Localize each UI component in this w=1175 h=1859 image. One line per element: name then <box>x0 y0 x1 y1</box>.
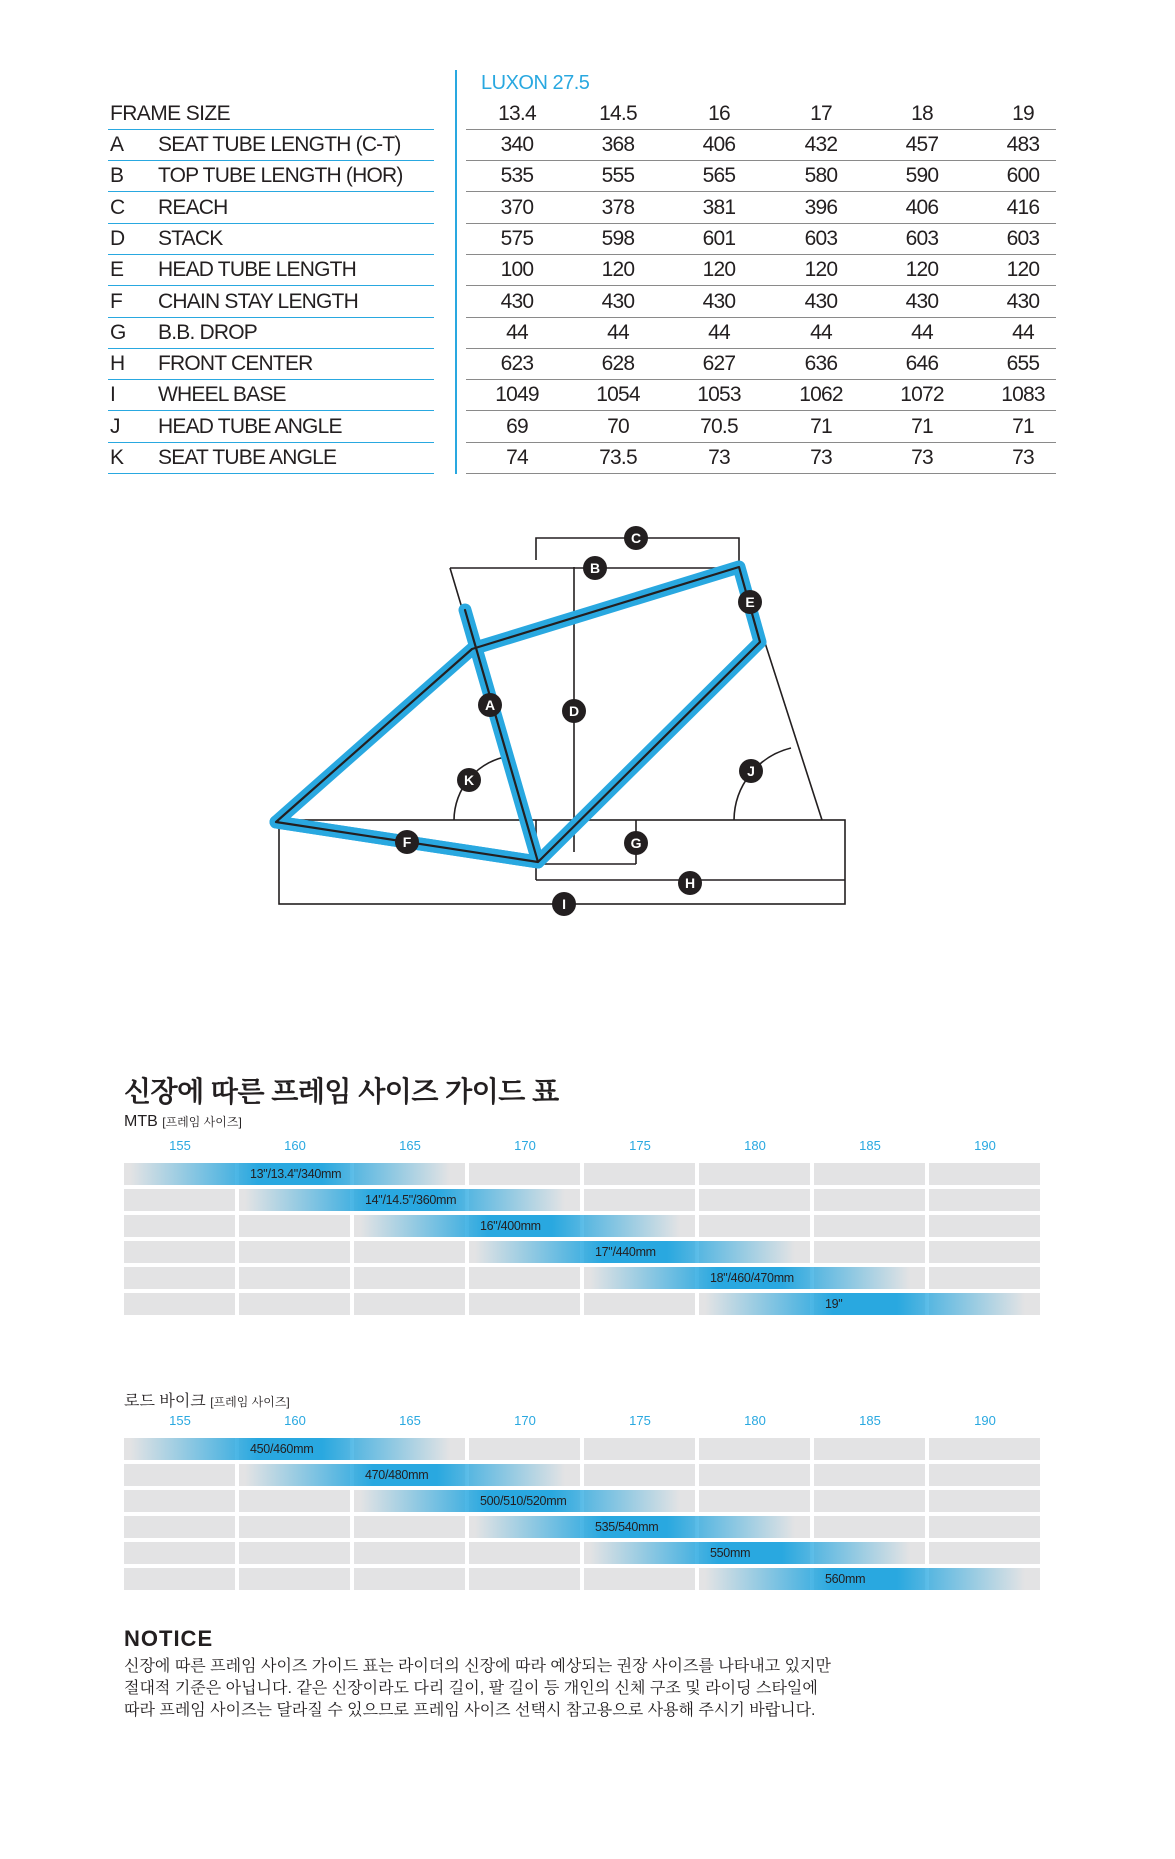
size-range-bar <box>360 1215 680 1237</box>
grid-cell <box>699 1215 810 1237</box>
size-range-label: 17"/440mm <box>595 1245 656 1259</box>
geometry-table <box>0 0 1175 480</box>
grid-cell <box>469 1267 580 1289</box>
grid-cell <box>699 1163 810 1185</box>
grid-cell <box>354 1267 465 1289</box>
size-header: 19 <box>1012 102 1034 125</box>
table-cell: 590 <box>905 164 939 188</box>
table-cell: 655 <box>1006 352 1040 376</box>
table-cell: 430 <box>804 289 838 313</box>
table-row-label <box>108 411 434 443</box>
row-label: STACK <box>158 226 223 250</box>
table-cell: 406 <box>702 133 736 156</box>
row-label: TOP TUBE LENGTH (HOR) <box>158 164 403 188</box>
table-cell: 1083 <box>1001 383 1045 407</box>
table-cell: 601 <box>702 226 736 250</box>
table-cell: 603 <box>804 226 838 250</box>
row-code: J <box>110 414 120 438</box>
grid-cell <box>929 1241 1040 1263</box>
svg-text:G: G <box>630 835 642 851</box>
table-cell: 646 <box>905 352 939 376</box>
row-code: A <box>110 133 124 156</box>
grid-cell <box>929 1542 1040 1564</box>
grid-cell <box>239 1241 350 1263</box>
grid-cell <box>699 1438 810 1460</box>
size-range-bar <box>245 1189 565 1211</box>
table-cell: 430 <box>500 289 534 313</box>
marker-a <box>478 693 502 717</box>
notice-line: 절대적 기준은 아닙니다. 같은 신장이라도 다리 길이, 팔 길이 등 개인의 신체 구조 및 라이딩 스타일에 <box>124 1680 818 1697</box>
grid-cell <box>584 1438 695 1460</box>
marker-k <box>457 768 481 792</box>
size-range-bar <box>705 1568 1025 1590</box>
grid-cell <box>354 1293 465 1315</box>
height-label: 155 <box>169 1413 191 1428</box>
notice-title: NOTICE <box>124 1626 214 1651</box>
frame-geometry-diagram <box>0 500 1175 950</box>
table-cell: 44 <box>911 320 933 344</box>
table-row-label <box>108 192 434 224</box>
size-guide-title: 신장에 따른 프레임 사이즈 가이드 표 <box>124 1076 559 1107</box>
height-label: 160 <box>284 1138 306 1153</box>
seat-and-chain-tube <box>276 610 538 862</box>
table-cell: 623 <box>500 352 534 376</box>
grid-cell <box>469 1163 580 1185</box>
table-cell: 600 <box>1006 164 1040 188</box>
table-row <box>466 286 1056 318</box>
table-cell: 368 <box>601 133 635 156</box>
table-row <box>466 317 1056 349</box>
table-cell: 73 <box>1012 446 1034 469</box>
size-range-bar <box>130 1438 450 1460</box>
grid-cell <box>584 1293 695 1315</box>
svg-text:B: B <box>589 560 601 576</box>
table-cell: 120 <box>702 258 736 282</box>
grid-cell <box>584 1464 695 1486</box>
row-label: CHAIN STAY LENGTH <box>158 289 358 313</box>
height-label: 170 <box>514 1138 536 1153</box>
grid-cell <box>929 1215 1040 1237</box>
grid-cell <box>354 1542 465 1564</box>
grid-cell <box>929 1490 1040 1512</box>
notice-text <box>124 1656 984 1722</box>
table-cell: 70 <box>607 414 629 438</box>
height-label: 170 <box>514 1413 536 1428</box>
table-cell: 71 <box>810 414 832 438</box>
table-cell: 1062 <box>799 383 843 407</box>
row-label: FRONT CENTER <box>158 352 313 376</box>
grid-cell <box>239 1516 350 1538</box>
table-cell: 71 <box>911 414 933 438</box>
road-label: 로드 바이크 <box>124 1393 206 1410</box>
table-cell: 430 <box>702 289 736 313</box>
table-row <box>466 442 1056 474</box>
table-cell: 432 <box>804 133 838 156</box>
table-cell: 120 <box>905 258 939 282</box>
geometry-lines <box>279 538 845 904</box>
mtb-label: MTB <box>124 1113 158 1130</box>
size-range-bar <box>360 1490 680 1512</box>
grid-cell <box>814 1215 925 1237</box>
grid-cell <box>814 1163 925 1185</box>
table-cell: 120 <box>601 258 635 282</box>
table-row-label <box>108 379 434 411</box>
table-cell: 70.5 <box>700 414 738 438</box>
grid-cell <box>354 1516 465 1538</box>
grid-cell <box>814 1516 925 1538</box>
size-range-label: 470/480mm <box>365 1468 429 1482</box>
size-header: 17 <box>810 102 832 125</box>
size-header: 14.5 <box>599 102 637 125</box>
size-range-bar <box>590 1267 910 1289</box>
grid-cell <box>124 1189 235 1211</box>
table-cell: 69 <box>506 414 528 438</box>
height-label: 165 <box>399 1138 421 1153</box>
row-label: B.B. DROP <box>158 320 257 344</box>
grid-cell <box>124 1542 235 1564</box>
grid-cell <box>814 1438 925 1460</box>
marker-e <box>738 590 762 614</box>
row-code: C <box>110 195 125 219</box>
grid-cell <box>699 1464 810 1486</box>
table-cell: 603 <box>905 226 939 250</box>
table-cell: 73.5 <box>599 446 637 469</box>
grid-cell <box>469 1438 580 1460</box>
grid-cell <box>239 1568 350 1590</box>
table-row <box>466 411 1056 443</box>
size-range-label: 450/460mm <box>250 1442 314 1456</box>
svg-text:C: C <box>630 530 642 546</box>
row-label: REACH <box>158 195 228 219</box>
table-cell: 44 <box>506 320 528 344</box>
grid-cell <box>124 1215 235 1237</box>
table-cell: 120 <box>804 258 838 282</box>
head-angle-arc <box>734 748 791 820</box>
size-range-label: 13"/13.4"/340mm <box>250 1167 342 1181</box>
grid-cell <box>699 1490 810 1512</box>
table-cell: 416 <box>1006 195 1040 219</box>
height-label: 155 <box>169 1138 191 1153</box>
table-cell: 73 <box>708 446 730 469</box>
row-label: WHEEL BASE <box>158 383 286 407</box>
grid-cell <box>469 1542 580 1564</box>
height-label: 180 <box>744 1413 766 1428</box>
table-cell: 381 <box>702 195 736 219</box>
svg-text:F: F <box>402 834 412 850</box>
table-cell: 44 <box>810 320 832 344</box>
size-range-label: 500/510/520mm <box>480 1494 567 1508</box>
grid-cell <box>814 1464 925 1486</box>
marker-c <box>624 526 648 550</box>
grid-cell <box>354 1241 465 1263</box>
grid-cell <box>584 1568 695 1590</box>
svg-text:A: A <box>484 697 496 713</box>
grid-cell <box>124 1241 235 1263</box>
size-range-bar <box>130 1163 450 1185</box>
svg-text:I: I <box>562 896 566 912</box>
table-row <box>466 379 1056 411</box>
table-cell: 580 <box>804 164 838 188</box>
table-cell: 73 <box>810 446 832 469</box>
table-cell: 396 <box>804 195 838 219</box>
marker-b <box>583 556 607 580</box>
height-label: 185 <box>859 1138 881 1153</box>
table-cell: 575 <box>500 226 534 250</box>
table-header-sizes <box>466 98 1056 130</box>
table-row-label <box>108 286 434 318</box>
size-range-label: 18"/460/470mm <box>710 1271 794 1285</box>
table-cell: 74 <box>506 446 528 469</box>
table-cell: 598 <box>601 226 635 250</box>
grid-cell <box>124 1490 235 1512</box>
svg-text:E: E <box>745 594 755 610</box>
table-cell: 483 <box>1006 133 1040 156</box>
size-range-label: 560mm <box>825 1572 866 1586</box>
row-label: SEAT TUBE LENGTH (C-T) <box>158 133 401 156</box>
mtb-chart-label <box>124 1113 242 1131</box>
table-row <box>466 254 1056 286</box>
height-label: 190 <box>974 1413 996 1428</box>
table-cell: 565 <box>702 164 736 188</box>
notice-line: 따라 프레임 사이즈는 달라질 수 있으므로 프레임 사이즈 선택시 참고용으로 사용해 주시기 바랍니다. <box>124 1702 816 1719</box>
grid-cell <box>124 1568 235 1590</box>
grid-cell <box>929 1516 1040 1538</box>
size-header: 18 <box>911 102 933 125</box>
table-cell: 636 <box>804 352 838 376</box>
height-label: 165 <box>399 1413 421 1428</box>
grid-cell <box>814 1241 925 1263</box>
size-range-bar <box>245 1464 565 1486</box>
grid-cell <box>584 1163 695 1185</box>
table-cell: 457 <box>905 133 939 156</box>
row-code: H <box>110 352 125 376</box>
table-cell: 555 <box>601 164 635 188</box>
table-cell: 406 <box>905 195 939 219</box>
grid-cell <box>239 1215 350 1237</box>
table-cell: 100 <box>500 258 534 282</box>
marker-j <box>739 759 763 783</box>
svg-text:H: H <box>684 875 696 891</box>
grid-cell <box>124 1464 235 1486</box>
grid-cell <box>124 1516 235 1538</box>
table-cell: 628 <box>601 352 635 376</box>
table-divider <box>455 70 457 474</box>
table-row <box>466 192 1056 224</box>
table-cell: 370 <box>500 195 534 219</box>
grid-cell <box>239 1293 350 1315</box>
size-range-label: 14"/14.5"/360mm <box>365 1193 457 1207</box>
row-label: SEAT TUBE ANGLE <box>158 446 337 469</box>
grid-cell <box>469 1568 580 1590</box>
grid-cell <box>814 1490 925 1512</box>
size-range-bar <box>590 1542 910 1564</box>
road-sublabel: [프레임 사이즈] <box>210 1395 290 1409</box>
diagram-markers <box>395 526 763 916</box>
table-row-label <box>108 317 434 349</box>
row-code: E <box>110 258 124 282</box>
size-range-bar <box>705 1293 1025 1315</box>
row-code: K <box>110 446 124 469</box>
table-cell: 120 <box>1006 258 1040 282</box>
table-cell: 1054 <box>596 383 640 407</box>
table-cell: 430 <box>905 289 939 313</box>
table-cell: 627 <box>702 352 736 376</box>
table-cell: 71 <box>1012 414 1034 438</box>
table-row-label <box>108 348 434 380</box>
table-row <box>466 348 1056 380</box>
table-row-label <box>108 160 434 192</box>
frame-size-label: FRAME SIZE <box>110 102 231 125</box>
marker-i <box>552 892 576 916</box>
size-header: 16 <box>708 102 730 125</box>
height-label: 175 <box>629 1138 651 1153</box>
mtb-sublabel: [프레임 사이즈] <box>162 1115 242 1129</box>
table-row <box>466 160 1056 192</box>
svg-text:K: K <box>463 772 475 788</box>
size-header: 13.4 <box>498 102 536 125</box>
road-chart-label <box>124 1388 290 1411</box>
height-label: 190 <box>974 1138 996 1153</box>
height-label: 175 <box>629 1413 651 1428</box>
height-label: 185 <box>859 1413 881 1428</box>
row-code: F <box>110 289 123 313</box>
size-range-label: 535/540mm <box>595 1520 659 1534</box>
table-cell: 73 <box>911 446 933 469</box>
table-row <box>466 223 1056 255</box>
table-cell: 44 <box>607 320 629 344</box>
table-cell: 340 <box>500 133 534 156</box>
grid-cell <box>929 1189 1040 1211</box>
table-row-label <box>108 254 434 286</box>
table-row-label <box>108 442 434 474</box>
row-code: B <box>110 164 124 188</box>
table-row-label <box>108 129 434 161</box>
grid-cell <box>239 1542 350 1564</box>
grid-cell <box>239 1267 350 1289</box>
grid-cell <box>124 1267 235 1289</box>
svg-text:J: J <box>747 763 755 779</box>
table-cell: 430 <box>601 289 635 313</box>
svg-text:D: D <box>568 703 580 719</box>
size-range-label: 19" <box>825 1297 843 1311</box>
grid-cell <box>929 1464 1040 1486</box>
row-label: HEAD TUBE LENGTH <box>158 258 357 282</box>
table-cell: 378 <box>601 195 635 219</box>
grid-cell <box>354 1568 465 1590</box>
grid-cell <box>584 1189 695 1211</box>
table-header-label-cell <box>108 98 434 130</box>
row-label: HEAD TUBE ANGLE <box>158 414 342 438</box>
grid-cell <box>124 1293 235 1315</box>
row-code: G <box>110 320 126 344</box>
table-cell: 1053 <box>697 383 741 407</box>
table-cell: 1072 <box>900 383 944 407</box>
table-cell: 535 <box>500 164 534 188</box>
size-range-label: 16"/400mm <box>480 1219 541 1233</box>
table-cell: 1049 <box>495 383 539 407</box>
grid-cell <box>929 1163 1040 1185</box>
frame-tubes <box>276 567 760 862</box>
row-code: I <box>110 383 116 407</box>
grid-cell <box>239 1490 350 1512</box>
table-cell: 603 <box>1006 226 1040 250</box>
size-range-bar <box>475 1516 795 1538</box>
notice-line: 신장에 따른 프레임 사이즈 가이드 표는 라이더의 신장에 따라 예상되는 권장 사이즈를 나타내고 있지만 <box>124 1658 831 1675</box>
marker-d <box>562 699 586 723</box>
model-name: LUXON 27.5 <box>481 72 590 94</box>
size-range-label: 550mm <box>710 1546 751 1560</box>
table-row-label <box>108 223 434 255</box>
height-label: 180 <box>744 1138 766 1153</box>
height-label: 160 <box>284 1413 306 1428</box>
table-cell: 44 <box>708 320 730 344</box>
grid-cell <box>929 1267 1040 1289</box>
grid-cell <box>469 1293 580 1315</box>
marker-h <box>678 871 702 895</box>
marker-f <box>395 830 419 854</box>
table-cell: 430 <box>1006 289 1040 313</box>
marker-g <box>624 831 648 855</box>
grid-cell <box>814 1189 925 1211</box>
frame-center-line <box>276 567 760 862</box>
table-row <box>466 129 1056 161</box>
row-code: D <box>110 226 125 250</box>
grid-cell <box>699 1189 810 1211</box>
size-range-bar <box>475 1241 795 1263</box>
grid-cell <box>929 1438 1040 1460</box>
table-cell: 44 <box>1012 320 1034 344</box>
